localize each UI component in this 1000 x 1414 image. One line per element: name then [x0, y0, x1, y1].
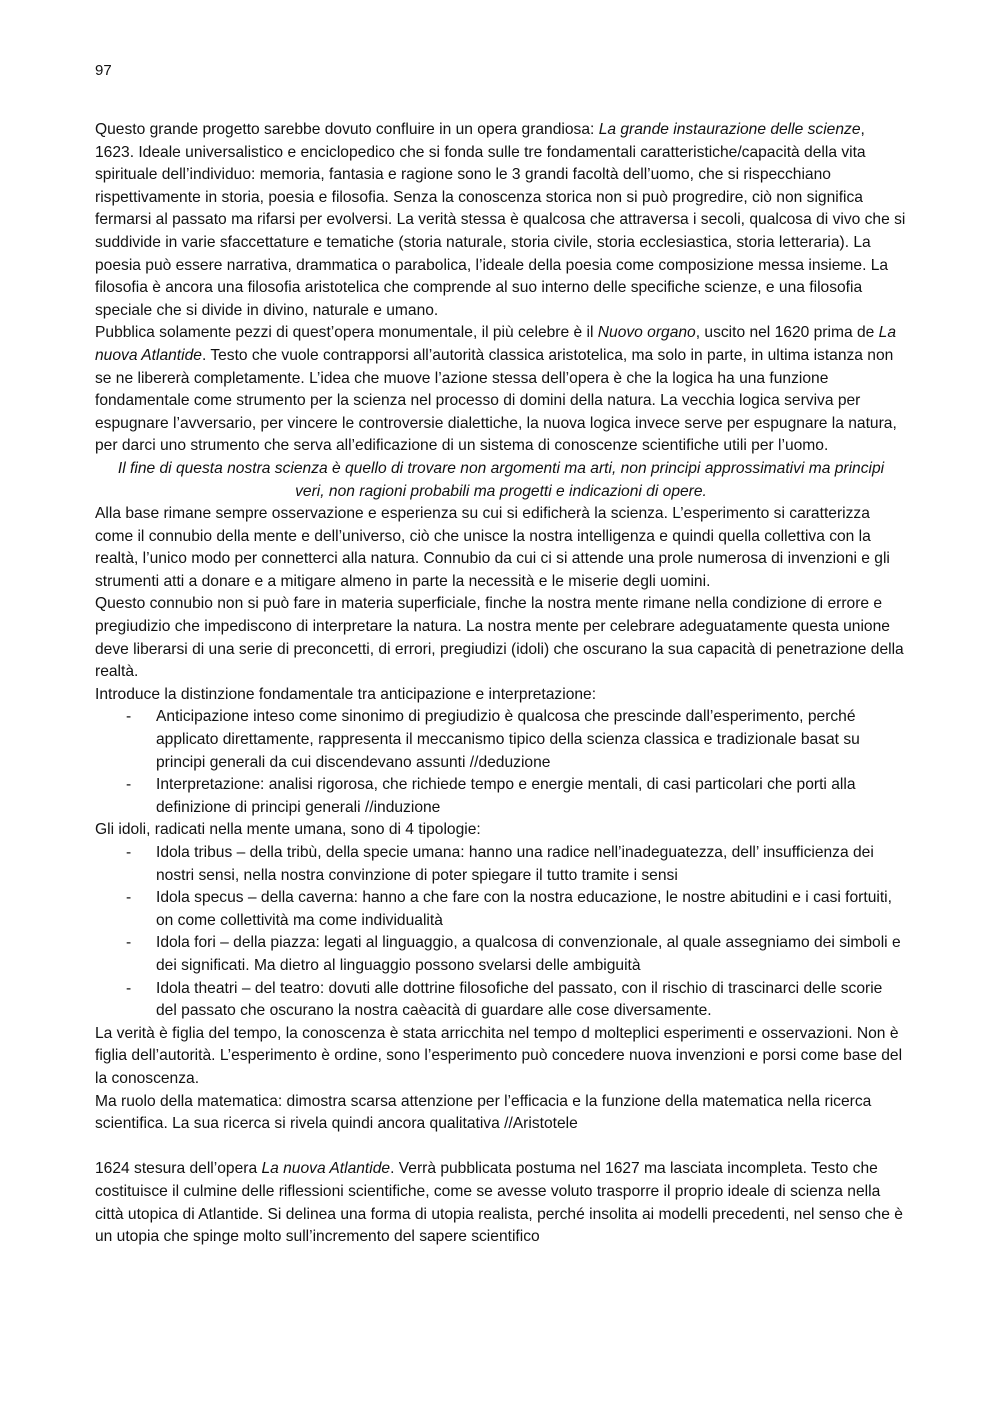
- document-body: [95, 119, 907, 1249]
- text-run: , uscito nel 1620 prima de: [695, 324, 879, 342]
- list-anticipazione-interpretazione: [95, 706, 907, 819]
- text-run: Pubblica solamente pezzi di quest’opera monumentale, il più celebre è il: [95, 324, 598, 342]
- page-number: 97: [95, 62, 112, 79]
- book-title: La nuova Atlantide: [95, 324, 896, 364]
- paragraph-idoli: Gli idoli, radicati nella mente umana, sono di 4 tipologie:: [95, 821, 481, 839]
- paragraph-verita: La verità è figlia del tempo, la conoscenza è stata arricchita nel tempo d molteplici esperimenti e osservazioni. Non è figlia dell’autorità. L’esperimento è ordine, sono l’esperimento può concedere nuova invenzioni e porsi come base del la conoscenza.: [95, 1024, 903, 1087]
- list-item: - Idola fori – della piazza: legati al linguaggio, a qualcosa di convenzionale, al quale assegniamo dei simboli e dei significati. Ma dietro al linguaggio possono svelarsi delle ambiguità: [95, 932, 907, 977]
- text-run: Questo grande progetto sarebbe dovuto confluire in un opera grandiosa:: [95, 121, 599, 138]
- paragraph-nuovo-organo: [95, 322, 907, 458]
- text-run: . Verrà pubblicata postuma nel 1627 ma lasciata incompleta. Testo che costituisce il culmine delle riflessioni scientifiche, come se avesse voluto trasporre il proprio ideale di scienza nella città utopica di Atlantide. Si delinea una forma di utopia realista, perché insolita ai modelli precedenti, nel senso che è un utopia che spinge molto sull’incremento del sapere scientifico: [95, 1160, 903, 1246]
- paragraph-esperimento: Alla base rimane sempre osservazione e esperienza su cui si edificherà la scienza. L’esperimento si caratterizza come il connubio della mente e dell’universo, ciò che unisce la nostra intelligenza e quindi quella collettiva con la realtà, l’unico modo per connetterci alla natura. Connubio da cui ci si attende una prole numerosa di invenzioni e gli strumenti atti a donare e a mitigare almeno in parte la necessità e le miserie degli uomini.: [95, 505, 890, 590]
- text-run: 1624 stesura dell’opera: [95, 1160, 262, 1178]
- blank-line: [95, 1136, 907, 1159]
- paragraph-connubio: Questo connubio non si può fare in materia superficiale, finche la nostra mente rimane nella condizione di errore e pregiudizio che impediscono di interpretare la natura. La nostra mente per celebrare adeguatamente questa unione deve liberarsi di una serie di preconcetti, di errori, pregiudizi (idoli) che oscurano la sua capacità di penetrazione della realtà.: [95, 595, 904, 681]
- book-title: Nuovo organo: [597, 324, 696, 342]
- paragraph-nuova-atlantide: [95, 1158, 907, 1248]
- text-run: , 1623. Ideale universalistico e enciclopedico che si fonda sulle tre fondamentali caratteristiche/capacità della vita spirituale dell’individuo: memoria, fantasia e ragione sono le 3 grandi facoltà dell’uomo, che si rispecchiano rispettivamente in storia, poesia e filosofia. Senza la conoscenza storica non si può progredire, ciò non significa fermarsi al passato ma rifarsi per evolversi. La verità stessa è qualcosa che attraversa i secoli, qualcosa di vivo che si suddivide in varie sfaccettature e tematiche (storia naturale, storia civile, storia ecclesiastica, storia letteraria). La poesia può essere narrativa, drammatica o parabolica, l’ideale della poesia come composizione messa insieme. La filosofia è ancora una filosofia aristotelica che comprende al suo interno delle specifiche scienze, e una filosofia speciale che si divide in divino, naturale e umano.: [95, 121, 906, 319]
- book-title: La grande instaurazione delle scienze: [598, 121, 861, 138]
- list-item: - Anticipazione inteso come sinonimo di pregiudizio è qualcosa che prescinde dall’esperimento, perché applicato direttamente, rappresenta il meccanismo tipico della scienza classica e tradizionale basat su principi generali da cui discendevano assunti //deduzione: [95, 706, 907, 774]
- list-item: - Idola tribus – della tribù, della specie umana: hanno una radice nell’inadeguatezza, dell’ insufficienza dei nostri sensi, nella nostra convinzione di poter spiegare il tutto tramite i sensi: [95, 842, 907, 887]
- list-item: - Idola theatri – del teatro: dovuti alle dottrine filosofiche del passato, con il rischio di trascinarci delle scorie del passato che oscurano la nostra caèacità di guardare alle cose diversamente.: [95, 978, 907, 1023]
- text-run: . Testo che vuole contrapporsi all’autorità classica aristotelica, ma solo in parte, in ultima istanza non se ne libererà completamente. L’idea che muove l’azione stessa dell’opera è che la logica ha una funzione fondamentale come strumento per la scienza nel processo di domini della natura. La vecchia logica serviva per espugnare l’avversario, per vincere le controversie dialettiche, la nuova logica invece serve per espugnare la natura, per darci uno strumento che serva all’edificazione di un sistema di conoscenze scientifiche utili per l’uomo.: [95, 346, 897, 455]
- paragraph-distinzione: Introduce la distinzione fondamentale tra anticipazione e interpretazione:: [95, 685, 597, 703]
- block-quote: Il fine di questa nostra scienza è quello di trovare non argomenti ma arti, non principi approssimativi ma principi veri, non ragioni probabili ma progetti e indicazioni di opere.: [117, 459, 885, 500]
- list-item: - Interpretazione: analisi rigorosa, che richiede tempo e energie mentali, di casi particolari che porti alla definizione di principi generali //induzione: [95, 774, 907, 819]
- list-item: - Idola specus – della caverna: hanno a che fare con la nostra educazione, le nostre abitudini e i casi fortuiti, on come collettività ma come individualità: [95, 887, 907, 932]
- book-title: La nuova Atlantide: [261, 1160, 391, 1178]
- list-idoli: [95, 842, 907, 1023]
- paragraph-matematica: Ma ruolo della matematica: dimostra scarsa attenzione per l’efficacia e la funzione della matematica nella ricerca scientifica. La sua ricerca si rivela quindi ancora qualitativa //Aristotele: [95, 1092, 872, 1133]
- paragraph-instaurazione: [95, 119, 907, 322]
